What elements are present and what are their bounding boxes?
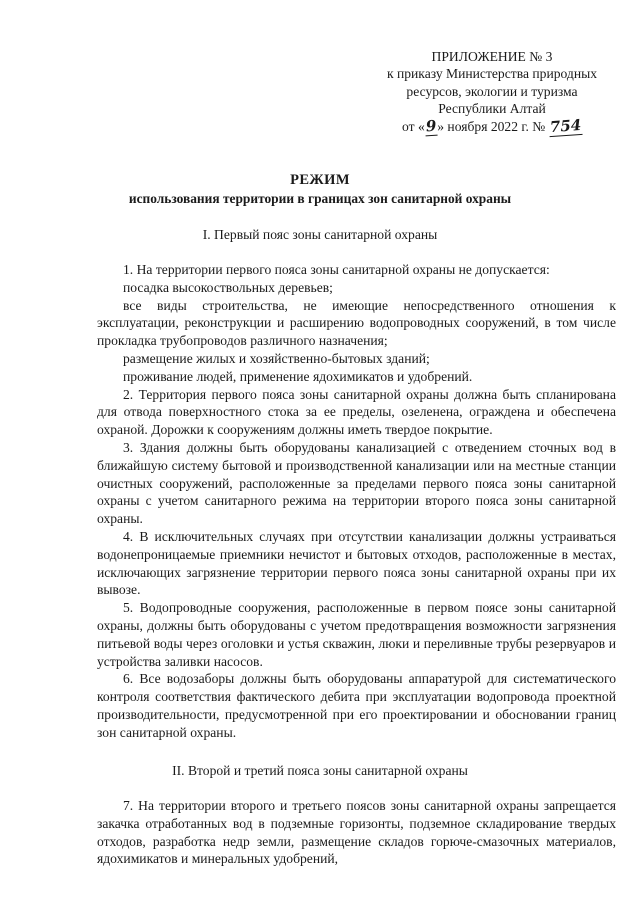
section-1-body xyxy=(97,261,616,742)
handwritten-day: 9 xyxy=(425,116,437,135)
section-2-heading: II. Второй и третий пояса зоны санитарной охраны xyxy=(172,763,468,778)
section-1-heading: I. Первый пояс зоны санитарной охраны xyxy=(202,227,438,242)
handwritten-number: 754 xyxy=(548,115,582,136)
document-title: РЕЖИМ xyxy=(290,172,350,188)
appendix-line-3: Республики Алтай xyxy=(438,101,546,117)
paragraph: 7. На территории второго и третьего поясов зоны санитарной охраны запрещается закачка отработанных вод в подземные горизонты, подземное складирование твердых отходов, разработка недр земли, размещение складов горюче-смазочных материалов, ядохимикатов и минеральных удобрений, xyxy=(97,798,616,867)
date-prefix: от « xyxy=(402,118,425,134)
appendix-title: ПРИЛОЖЕНИЕ № 3 xyxy=(431,49,553,64)
paragraph: 5. Водопроводные сооружения, расположенные в первом поясе зоны санитарной охраны, должны быть оборудованы с учетом предотвращения возможности загрязнения питьевой воды через оголовки и устья скважин, люки и переливные трубы резервуаров и устройства заливки насосов. xyxy=(97,600,616,669)
section-2-body xyxy=(97,797,616,868)
paragraph: все виды строительства, не имеющие непосредственного отношения к эксплуатации, реконструкции и расширению водопроводных сооружений, в том числе прокладка трубопроводов различного назначения; xyxy=(97,297,616,349)
paragraph: 4. В исключительных случаях при отсутствии канализации должны устраиваться водонепроницаемые приемники нечистот и бытовых отходов, расположенные в местах, исключающих загрязнение территории первого пояса зоны санитарной охраны при их вывозе. xyxy=(97,528,616,598)
document-subtitle: использования территории в границах зон санитарной охраны xyxy=(128,191,512,206)
appendix-line-1: к приказу Министерства природных xyxy=(386,66,598,82)
paragraph: посадка высокоствольных деревьев; xyxy=(123,279,333,295)
paragraph: 3. Здания должны быть оборудованы канализацией с отведением сточных вод в ближайшую систему бытовой и производственной канализации или на местные станции очистных сооружений, расположенные за пределами первого пояса зоны санитарной охраны с учетом санитарного режима на территории второго пояса зоны санитарной охраны. xyxy=(97,439,616,527)
appendix-line-2: ресурсов, экологии и туризма xyxy=(406,83,578,99)
paragraph: проживание людей, применение ядохимикатов и удобрений. xyxy=(123,368,473,384)
paragraph: размещение жилых и хозяйственно-бытовых зданий; xyxy=(123,350,430,366)
paragraph: 2. Территория первого пояса зоны санитарной охраны должна быть спланирована для отвода поверхностного стока за ее пределы, озеленена, ограждена и обеспечена охраной. Дорожки к сооружениям должны иметь твердое покрытие. xyxy=(97,386,616,438)
paragraph: 6. Все водозаборы должны быть оборудованы аппаратурой для систематического контроля соответствия фактического дебита при эксплуатации водопровода проектной производительности, предусмотренной при его проектировании и обосновании границ зон санитарной охраны. xyxy=(97,671,616,740)
appendix-block xyxy=(368,48,616,136)
appendix-date-line xyxy=(368,115,616,136)
paragraph: 1. На территории первого пояса зоны санитарной охраны не допускается: xyxy=(123,262,550,277)
date-middle: » ноября 2022 г. № xyxy=(437,118,546,134)
